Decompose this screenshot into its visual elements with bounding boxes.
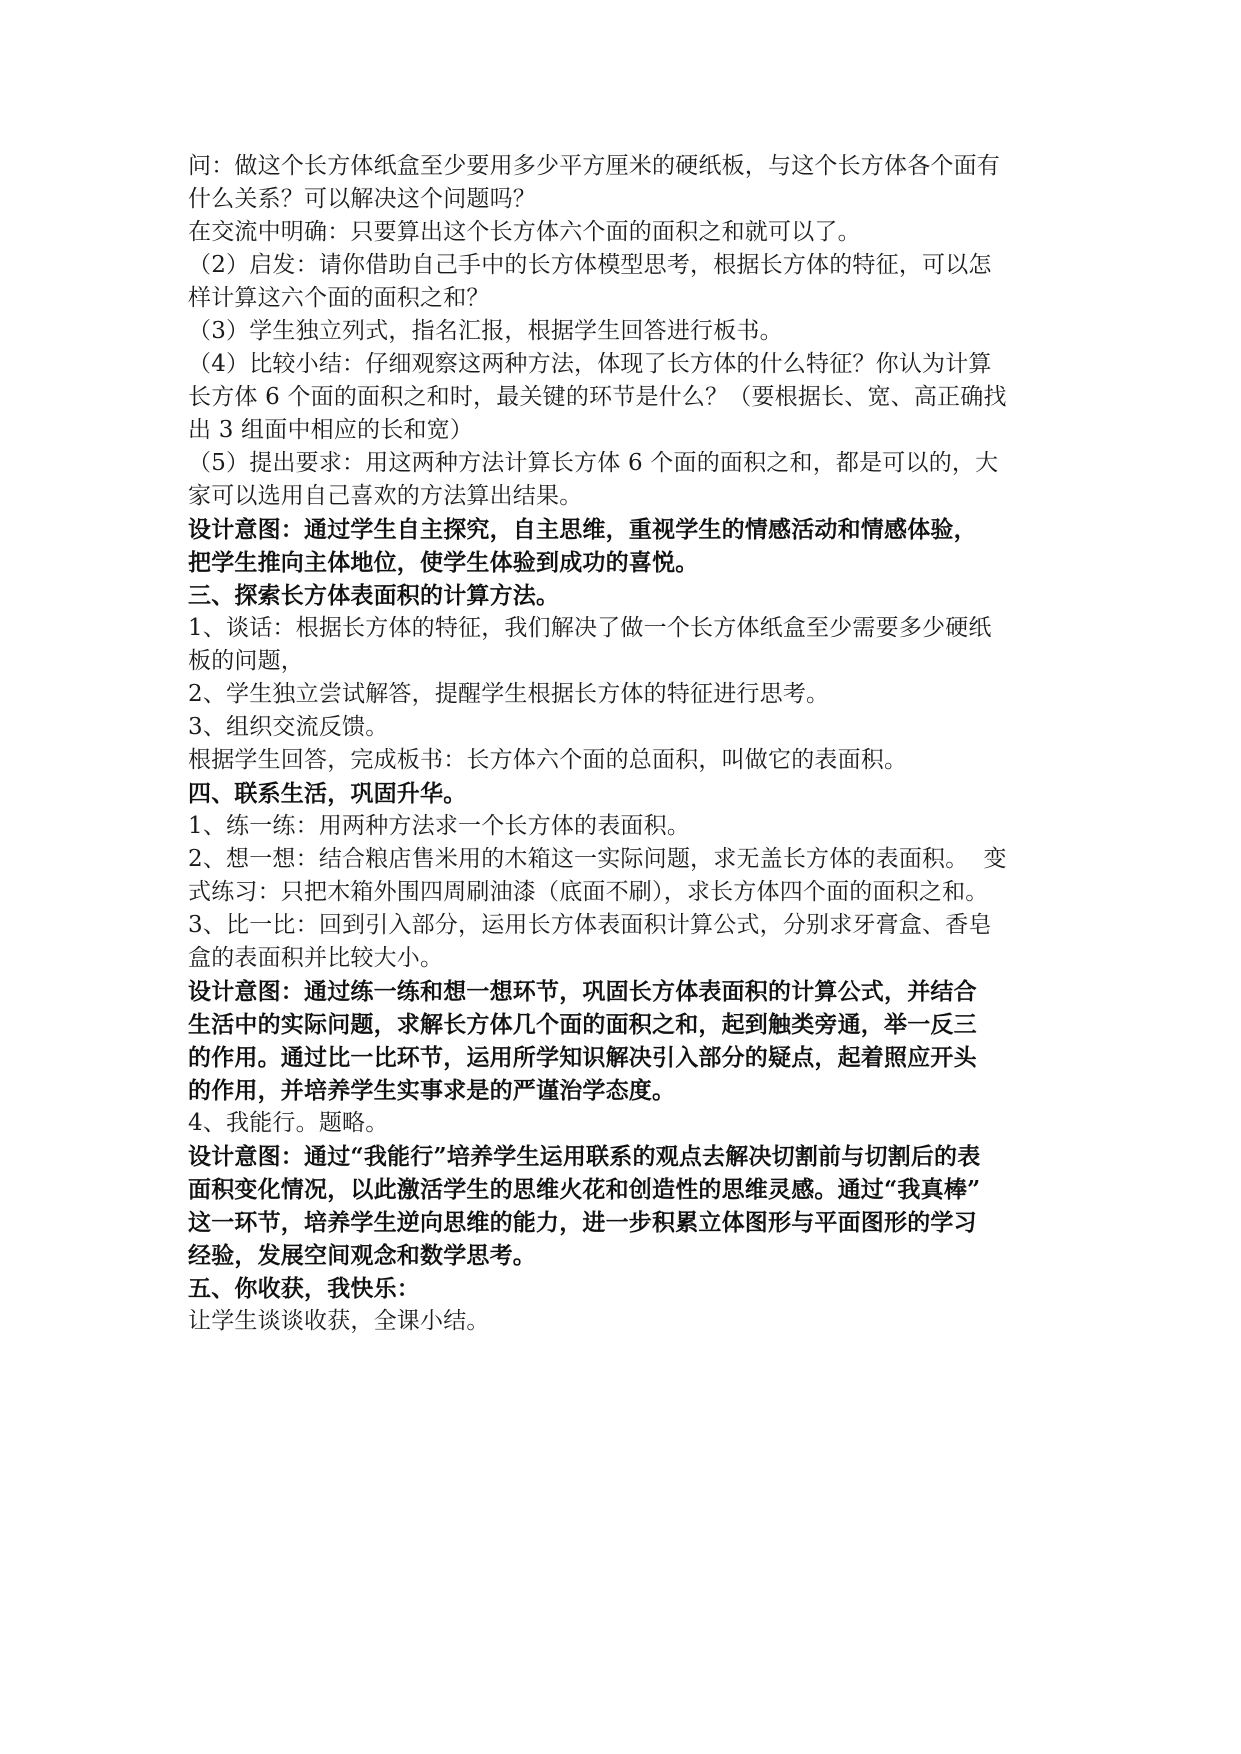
text-line: 样计算这六个面的面积之和？: [188, 285, 490, 311]
step-2-paragraph: [188, 249, 1068, 315]
text-line: 设计意图：通过“我能行”培养学生运用联系的观点去解决切割前与切割后的表: [188, 1143, 981, 1170]
question-paragraph: [188, 150, 1068, 216]
text-line: 长方体 6 个面的面积之和时，最关键的环节是什么？（要根据长、宽、高正确找: [188, 384, 1007, 410]
text-line: 板的问题，: [188, 648, 304, 674]
document-page: [188, 150, 1068, 1338]
text-line: 这一环节，培养学生逆向思维的能力，进一步积累立体图形与平面图形的学习: [188, 1209, 977, 1236]
text-line: 经验，发展空间观念和数学思考。: [188, 1242, 536, 1269]
board-writing-paragraph: [188, 744, 1068, 777]
design-intent-paragraph: [188, 975, 1068, 1107]
design-intent-paragraph: [188, 513, 1068, 579]
heading-text: 五、你收获，我快乐：: [188, 1275, 420, 1302]
text-line: 1、练一练：用两种方法求一个长方体的表面积。: [188, 813, 691, 839]
text-line: 3、组织交流反馈。: [188, 714, 389, 740]
section-heading-5: [188, 1272, 1068, 1305]
section-heading-3: [188, 579, 1068, 612]
practice-1-paragraph: [188, 810, 1068, 843]
heading-text: 四、联系生活，巩固升华。: [188, 780, 467, 807]
step-3-paragraph: [188, 315, 1068, 348]
text-line: 2、学生独立尝试解答，提醒学生根据长方体的特征进行思考。: [188, 681, 830, 707]
text-line: （5）提出要求：用这两种方法计算长方体 6 个面的面积之和，都是可以的，大: [188, 450, 999, 476]
clarify-paragraph: [188, 216, 1068, 249]
text-line: 式练习：只把木箱外围四周刷油漆（底面不刷），求长方体四个面的面积之和。: [188, 879, 989, 905]
text-line: （3）学生独立列式，指名汇报，根据学生回答进行板书。: [188, 318, 783, 344]
text-line: 的作用，并培养学生实事求是的严谨治学态度。: [188, 1077, 676, 1104]
text-line: 的作用。通过比一比环节，运用所学知识解决引入部分的疑点，起着照应开头: [188, 1044, 977, 1071]
text-line: 生活中的实际问题，求解长方体几个面的面积之和，起到触类旁通，举一反三: [188, 1011, 977, 1038]
text-line: 设计意图：通过练一练和想一想环节，巩固长方体表面积的计算公式，并结合: [188, 978, 977, 1005]
item-1-paragraph: [188, 612, 1068, 678]
text-line: 盒的表面积并比较大小。: [188, 945, 444, 971]
heading-text: 三、探索长方体表面积的计算方法。: [188, 582, 560, 609]
text-line: 让学生谈谈收获，全课小结。: [188, 1308, 490, 1334]
text-line: 设计意图：通过学生自主探究，自主思维，重视学生的情感活动和情感体验，: [188, 516, 977, 543]
text-line: 出 3 组面中相应的长和宽）: [188, 417, 474, 443]
step-5-paragraph: [188, 447, 1068, 513]
text-line: 什么关系？可以解决这个问题吗？: [188, 186, 536, 212]
step-4-paragraph: [188, 348, 1068, 447]
item-3-paragraph: [188, 711, 1068, 744]
text-line: 问：做这个长方体纸盒至少要用多少平方厘米的硬纸板，与这个长方体各个面有: [188, 153, 1000, 179]
text-line: 根据学生回答，完成板书：长方体六个面的总面积，叫做它的表面积。: [188, 747, 908, 773]
text-line: 4、我能行。题略。: [188, 1110, 389, 1136]
text-line: 2、想一想：结合粮店售米用的木箱这一实际问题，求无盖长方体的表面积。 变: [188, 846, 1007, 872]
practice-4-paragraph: [188, 1107, 1068, 1140]
text-line: 在交流中明确：只要算出这个长方体六个面的面积之和就可以了。: [188, 219, 861, 245]
text-line: 1、谈话：根据长方体的特征，我们解决了做一个长方体纸盒至少需要多少硬纸: [188, 615, 992, 641]
practice-3-paragraph: [188, 909, 1068, 975]
summary-paragraph: [188, 1305, 1068, 1338]
section-heading-4: [188, 777, 1068, 810]
text-line: 面积变化情况，以此激活学生的思维火花和创造性的思维灵感。通过“我真棒”: [188, 1176, 981, 1203]
text-line: 把学生推向主体地位，使学生体验到成功的喜悦。: [188, 549, 699, 576]
text-line: （4）比较小结：仔细观察这两种方法，体现了长方体的什么特征？你认为计算: [188, 351, 992, 377]
text-line: （2）启发：请你借助自己手中的长方体模型思考，根据长方体的特征，可以怎: [188, 252, 992, 278]
design-intent-paragraph: [188, 1140, 1068, 1272]
practice-2-paragraph: [188, 843, 1068, 909]
text-line: 家可以选用自己喜欢的方法算出结果。: [188, 483, 583, 509]
text-line: 3、比一比：回到引入部分，运用长方体表面积计算公式，分别求牙膏盒、香皂: [188, 912, 992, 938]
item-2-paragraph: [188, 678, 1068, 711]
